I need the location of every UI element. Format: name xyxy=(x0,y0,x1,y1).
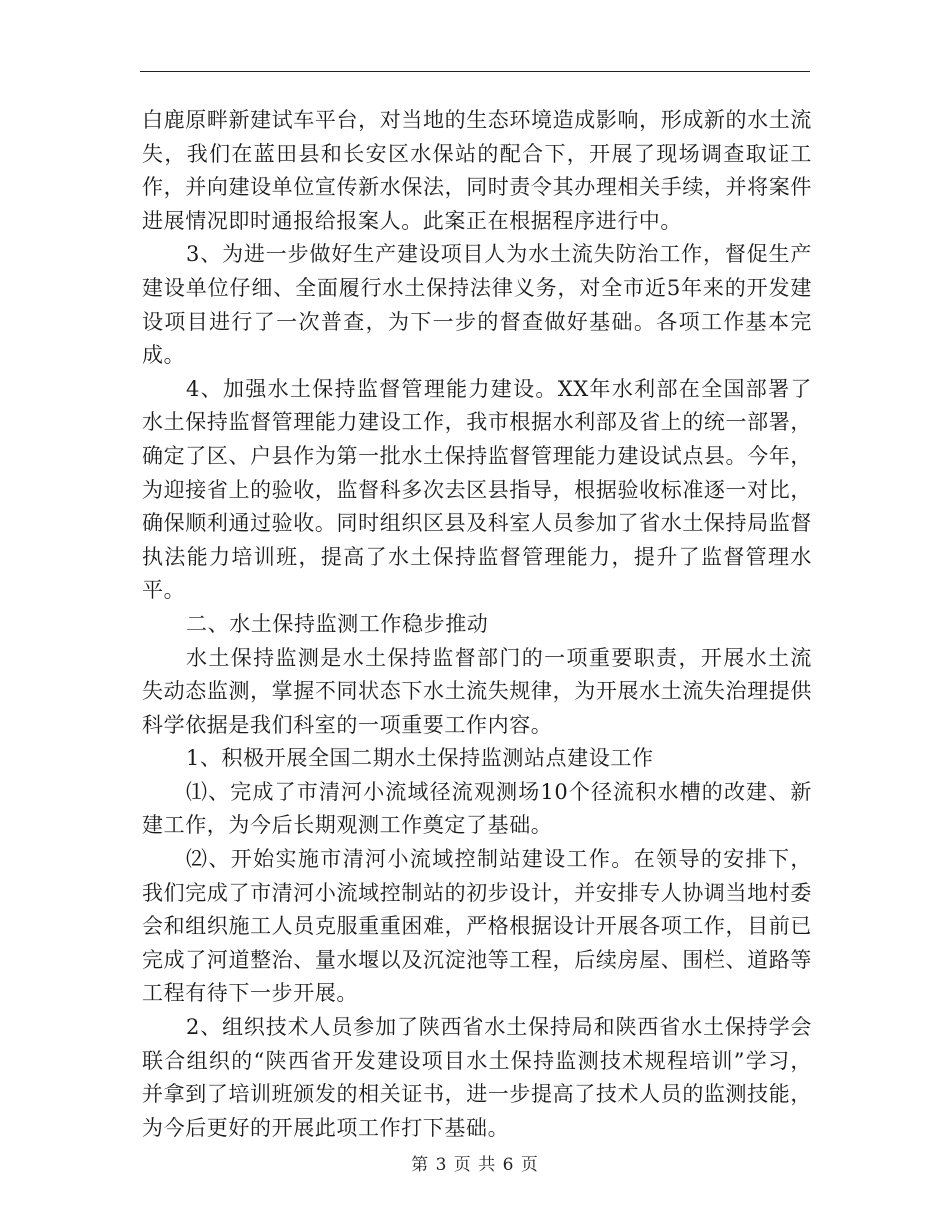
document-body xyxy=(142,104,812,1145)
page-footer xyxy=(0,1150,950,1175)
paragraph-6: ⑵、开始实施市清河小流域控制站建设工作。在领导的安排下，我们完成了市清河小流域控制站的初步设计，并安排专人协调当地村委会和组织施工人员克服重重困难，严格根据设计开展各项工作，目前已完成了河道整治、量水堰以及沉淀池等工程，后续房屋、围栏、道路等工程有待下一步开展。 xyxy=(142,847,812,1006)
paragraph-4: 水土保持监测是水土保持监督部门的一项重要职责，开展水土流失动态监测，掌握不同状态下水土流失规律，为开展水土流失治理提供科学依据是我们科室的一项重要工作内容。 xyxy=(142,645,812,737)
paragraph-2: 3、为进一步做好生产建设项目人为水土流失防治工作，督促生产建设单位仔细、全面履行水土保持法律义务，对全市近5年来的开发建设项目进行了一次普查，为下一步的督查做好基础。各项工作基本完成。 xyxy=(142,242,812,368)
subheading-1: 1、积极开展全国二期水土保持监测站点建设工作 xyxy=(186,746,654,771)
section-heading-2: 二、水土保持监测工作稳步推动 xyxy=(186,611,489,636)
paragraph-1: 白鹿原畔新建试车平台，对当地的生态环境造成影响，形成新的水土流失，我们在蓝田县和长安区水保站的配合下，开展了现场调查取证工作，并向建设单位宣传新水保法，同时责令其办理相关手续，并将案件进展情况即时通报给报案人。此案正在根据程序进行中。 xyxy=(142,108,812,233)
paragraph-5: ⑴、完成了市清河小流域径流观测场10个径流积水槽的改建、新建工作，为今后长期观测工作奠定了基础。 xyxy=(142,779,812,838)
paragraph-7: 2、组织技术人员参加了陕西省水土保持局和陕西省水土保持学会联合组织的“陕西省开发建设项目水土保持监测技术规程培训”学习，并拿到了培训班颁发的相关证书，进一步提高了技术人员的监测技能，为今后更好的开展此项工作打下基础。 xyxy=(142,1015,812,1140)
page-number: 第 3 页 共 6 页 xyxy=(411,1155,539,1175)
header-rule xyxy=(140,71,810,72)
paragraph-3: 4、加强水土保持监督管理能力建设。XX年水利部在全国部署了水土保持监督管理能力建设工作，我市根据水利部及省上的统一部署，确定了区、户县作为第一批水土保持监督管理能力建设试点县。今年，为迎接省上的验收，监督科多次去区县指导，根据验收标准逐一对比，确保顺利通过验收。同时组织区县及科室人员参加了省水土保持局监督执法能力培训班，提高了水土保持监督管理能力，提升了监督管理水平。 xyxy=(142,376,812,603)
